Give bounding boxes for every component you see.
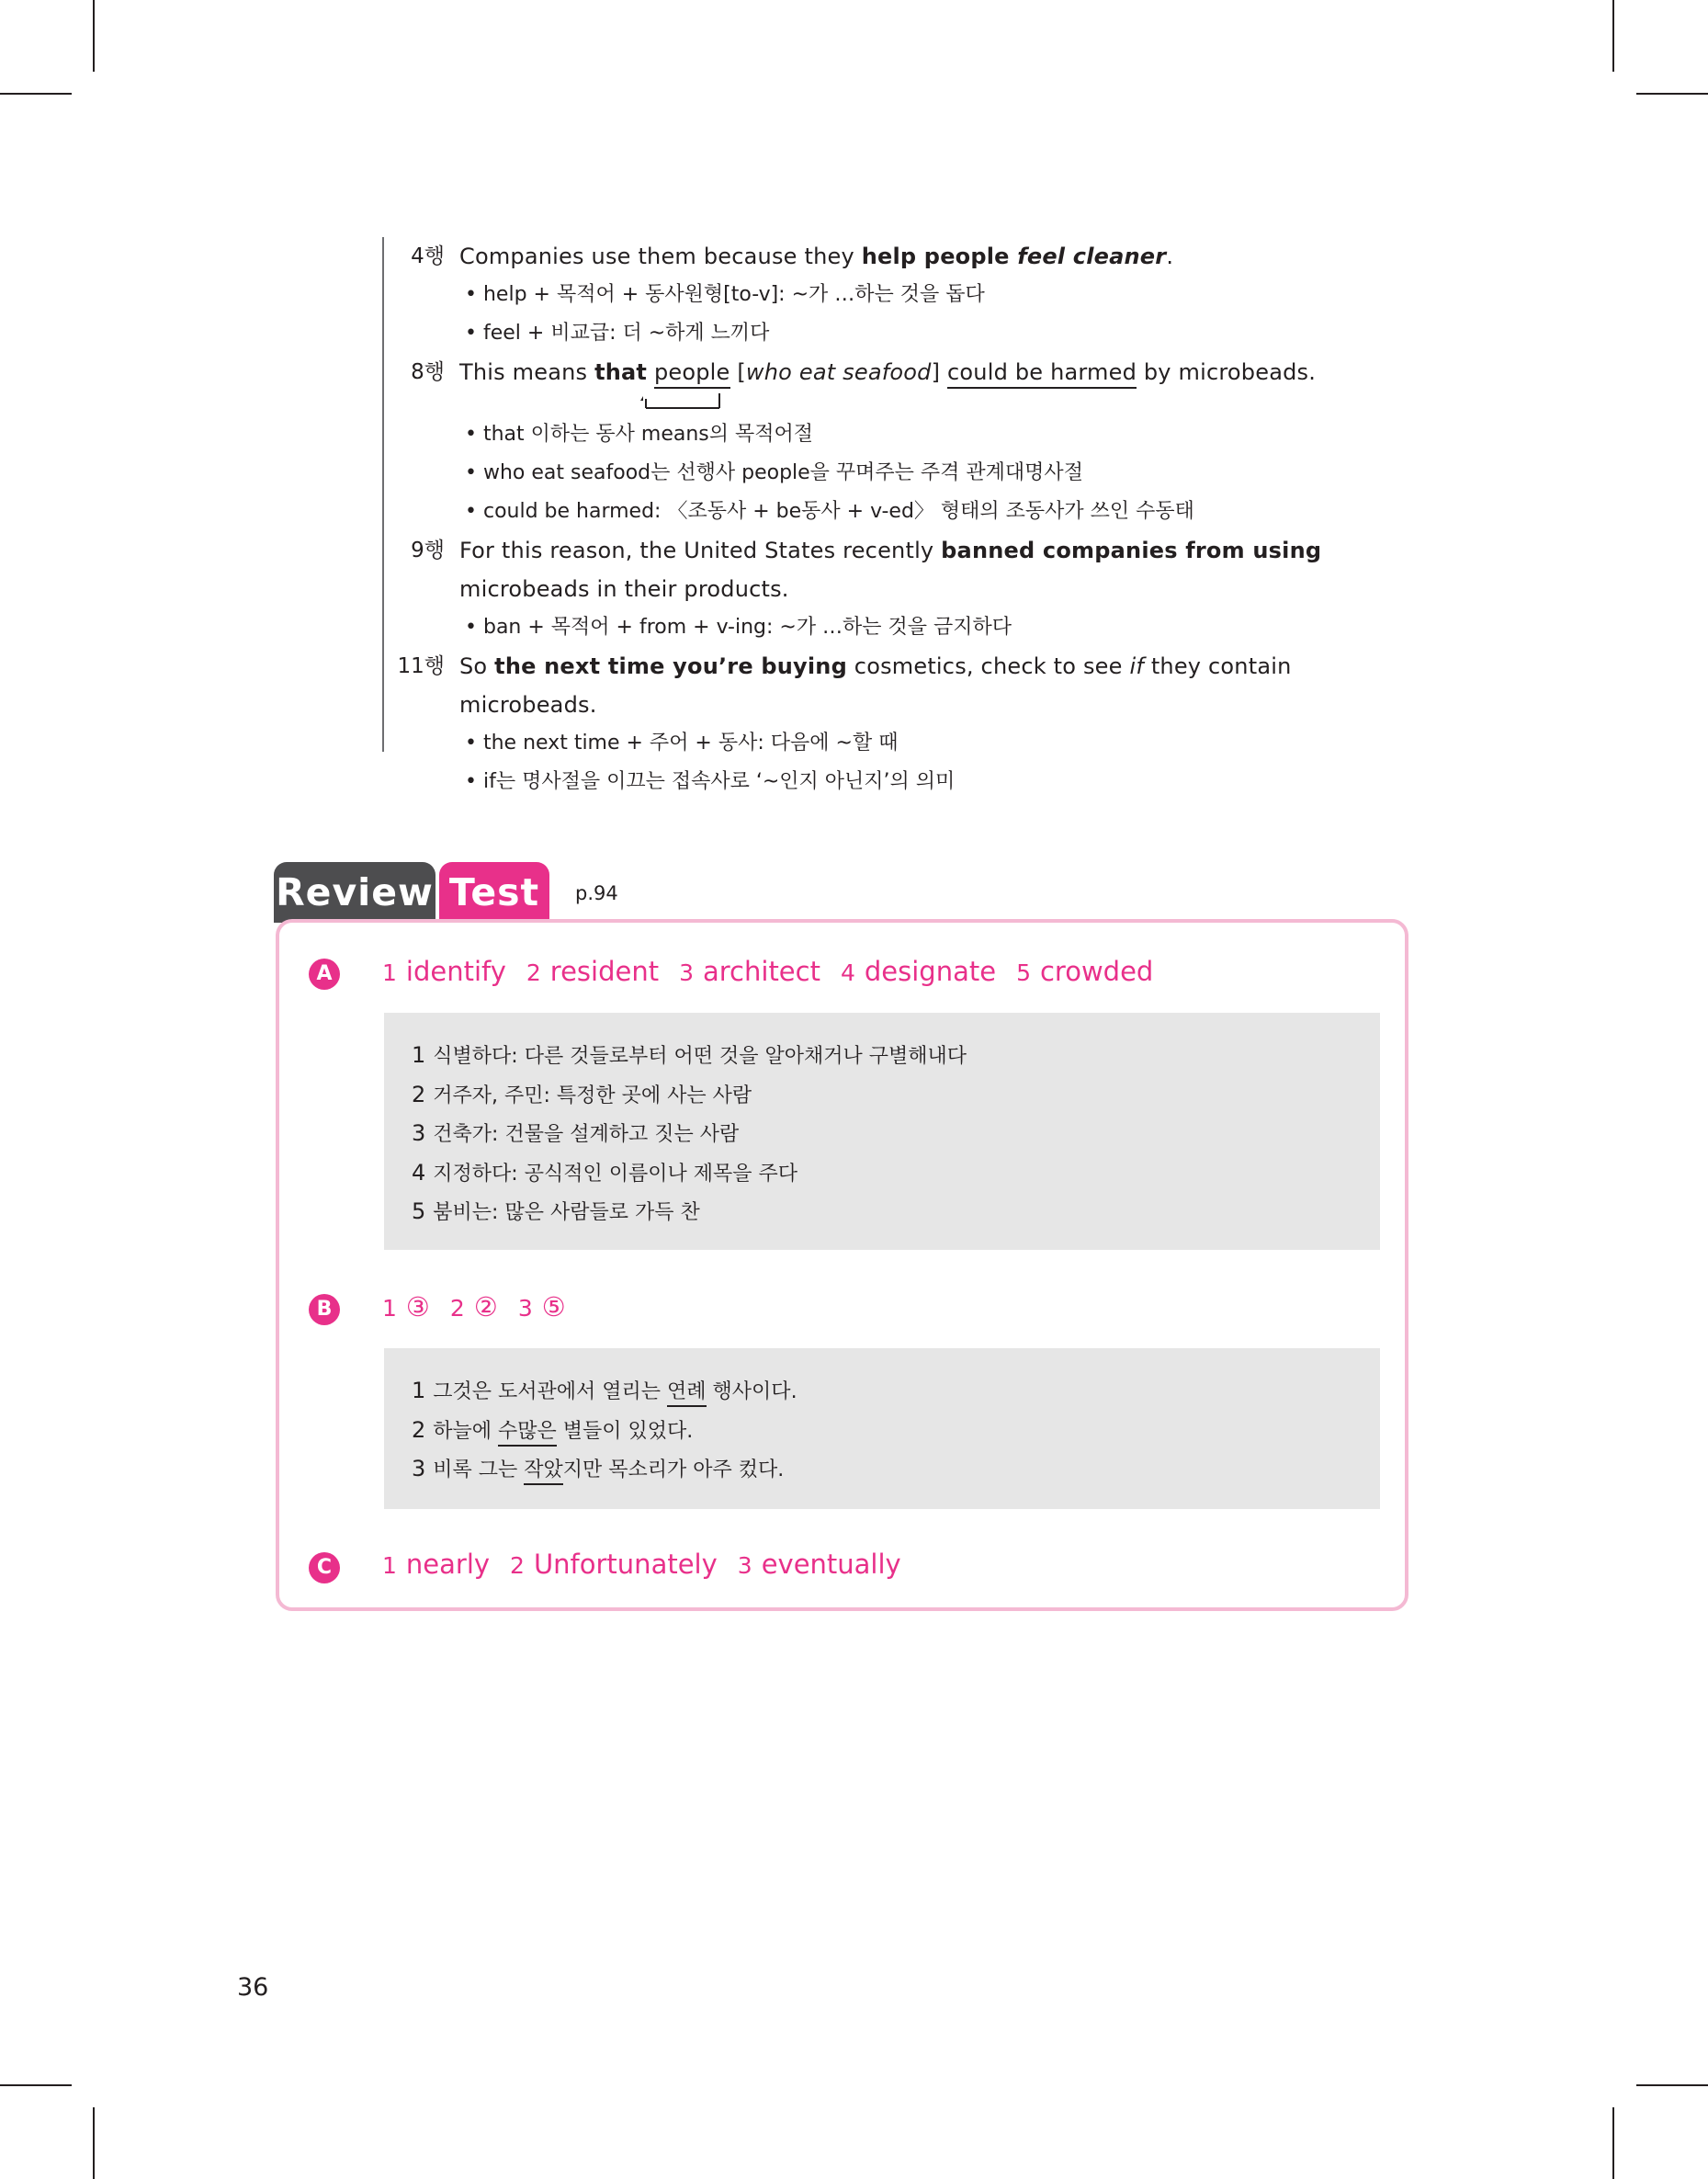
explanation-row: [412, 1154, 1380, 1194]
grammar-bullet: • if는 명사절을 이끄는 접속사로 ‘~인지 아닌지’의 의미: [459, 763, 1422, 801]
answer-number: 1: [382, 959, 397, 986]
answer-text: nearly: [405, 1549, 491, 1580]
example-sentence: [459, 531, 1415, 608]
sentence-segment: So: [459, 653, 495, 679]
test-tab: Test: [439, 862, 549, 923]
explanation-number: 2: [412, 1081, 426, 1107]
review-tab: Review: [274, 862, 435, 923]
explanation-text: 행사이다.: [706, 1380, 797, 1403]
grammar-bullet: • ban + 목적어 + from + v-ing: ~가 …하는 것을 금지하다: [459, 608, 1422, 647]
line-number: 11행: [397, 654, 445, 678]
answer-item: [841, 956, 996, 987]
explanation-text: 지만 목소리가 아주 컸다.: [562, 1458, 785, 1481]
grammar-bullet: • help + 목적어 + 동사원형[to-v]: ~가 …하는 것을 돕다: [459, 276, 1422, 314]
answer-number: 2: [526, 959, 541, 986]
answer-item: [738, 1549, 901, 1580]
answer-text: identify: [405, 956, 506, 987]
note-entry: [384, 353, 1422, 531]
example-sentence: [459, 353, 1422, 392]
section-b-explanations: [384, 1348, 1380, 1509]
explanation-row: [412, 1372, 1380, 1412]
explanation-number: 5: [412, 1198, 426, 1224]
answer-item: [510, 1549, 718, 1580]
explanation-text: 건축가: 건물을 설계하고 짓는 사람: [433, 1123, 740, 1146]
sentence-segment: who eat seafood: [745, 359, 932, 385]
answer-number: 3: [679, 959, 694, 986]
explanation-text: 연례: [667, 1380, 707, 1407]
example-sentence: [459, 647, 1422, 724]
page-reference: p.94: [575, 882, 618, 904]
section-a-badge: A: [309, 959, 340, 990]
answer-number: 1: [382, 1552, 397, 1579]
answer-text: resident: [549, 956, 660, 987]
answer-text: designate: [864, 956, 997, 987]
sentence-segment: Companies use them because they: [459, 244, 862, 269]
review-test-box: [276, 919, 1408, 1611]
sentence-segment: cosmetics, check to see: [846, 653, 1130, 679]
answer-item: [679, 956, 820, 987]
crop-mark: [93, 0, 95, 72]
explanation-text: 지정하다: 공식적인 이름이나 제목을 주다: [433, 1162, 797, 1186]
explanation-number: 1: [412, 1042, 426, 1068]
sentence-segment: For this reason, the United States recently: [459, 538, 942, 563]
explanation-text: 식별하다: 다른 것들로부터 어떤 것을 알아채거나 구별해내다: [433, 1045, 967, 1068]
sentence-segment: help people: [861, 244, 1018, 269]
sentence-segment: they contain microbeads.: [459, 653, 1292, 718]
explanation-text: 별들이 있었다.: [556, 1419, 694, 1443]
grammar-bullet: • who eat seafood는 선행사 people을 꾸며주는 주격 관계대명사절: [459, 454, 1422, 493]
explanation-text: 붐비는: 많은 사람들로 가득 찬: [433, 1201, 700, 1224]
line-number: 4행: [411, 244, 445, 268]
grammar-bullet: • could be harmed: 〈조동사 + be동사 + v-ed〉 형태의 조동사가 쓰인 수동태: [459, 493, 1422, 531]
sentence-segment: microbeads in their products.: [459, 576, 789, 602]
answer-text: ②: [473, 1291, 498, 1322]
section-c-answers: [382, 1549, 922, 1580]
sentence-segment: that: [594, 359, 648, 385]
crop-mark: [1612, 0, 1614, 72]
explanation-text: 비록 그는: [433, 1458, 525, 1481]
explanation-text: 작았: [524, 1458, 563, 1485]
crop-mark: [0, 2084, 72, 2086]
section-c-badge: C: [309, 1552, 340, 1583]
sentence-segment: banned companies from using: [941, 538, 1322, 563]
sentence-segment: feel cleaner: [1017, 244, 1167, 269]
answer-text: Unfortunately: [533, 1549, 718, 1580]
answer-text: crowded: [1039, 956, 1154, 987]
answer-number: 2: [510, 1552, 525, 1579]
sentence-segment: ]: [931, 359, 948, 385]
sentence-segment: by microbeads.: [1137, 359, 1317, 385]
answer-number: 5: [1016, 959, 1031, 986]
answer-item: [526, 956, 659, 987]
answer-text: architect: [703, 956, 820, 987]
answer-item: [382, 1549, 490, 1580]
page-number: 36: [237, 1973, 269, 2002]
sentence-segment: [: [730, 359, 746, 385]
answer-text: ⑤: [541, 1291, 566, 1322]
example-sentence: [459, 237, 1422, 276]
explanation-row: [412, 1115, 1380, 1154]
sentence-segment: if: [1129, 653, 1144, 679]
explanation-text: 수많은: [498, 1420, 557, 1447]
explanation-number: 1: [412, 1378, 426, 1403]
crop-mark: [0, 93, 72, 95]
sentence-segment: people: [654, 359, 730, 389]
line-number: 8행: [411, 360, 445, 384]
explanation-row: [412, 1450, 1380, 1490]
explanation-number: 4: [412, 1159, 426, 1186]
modifier-arrow: [459, 392, 1422, 415]
answer-item: [450, 1291, 498, 1322]
explanation-row: [412, 1412, 1380, 1451]
section-b-answers: [382, 1291, 586, 1322]
grammar-bullet: • feel + 비교급: 더 ~하게 느끼다: [459, 314, 1422, 353]
grammar-notes: [382, 237, 1422, 793]
answer-number: 2: [449, 1295, 465, 1322]
answer-number: 1: [382, 1295, 397, 1322]
crop-mark: [1612, 2107, 1614, 2179]
sentence-segment: [647, 359, 654, 385]
answer-text: eventually: [761, 1549, 901, 1580]
crop-mark: [1636, 2084, 1708, 2086]
section-b-badge: B: [309, 1294, 340, 1325]
section-a-answers: [382, 956, 1173, 987]
section-a-explanations: [384, 1013, 1380, 1250]
explanation-text: 거주자, 주민: 특정한 곳에 사는 사람: [433, 1084, 752, 1107]
explanation-row: [412, 1037, 1380, 1076]
bracket-line: [459, 392, 827, 415]
answer-item: [1016, 956, 1153, 987]
answer-number: 3: [517, 1295, 533, 1322]
explanation-row: [412, 1193, 1380, 1232]
answer-text: ③: [405, 1291, 430, 1322]
answer-number: 4: [840, 959, 855, 986]
sentence-segment: could be harmed: [947, 359, 1137, 389]
answer-item: [382, 1291, 430, 1322]
explanation-text: 그것은 도서관에서 열리는: [433, 1380, 668, 1403]
answer-item: [518, 1291, 566, 1322]
explanation-number: 3: [412, 1120, 426, 1146]
explanation-row: [412, 1076, 1380, 1116]
answer-number: 3: [737, 1552, 752, 1579]
explanation-text: 하늘에: [433, 1419, 499, 1443]
crop-mark: [93, 2107, 95, 2179]
sentence-segment: This means: [459, 359, 595, 385]
sentence-segment: the next time you’re buying: [494, 653, 847, 679]
note-entry: [384, 237, 1422, 353]
note-entry: [384, 531, 1422, 647]
line-number: 9행: [411, 539, 445, 562]
answer-item: [382, 956, 506, 987]
grammar-bullet: • the next time + 주어 + 동사: 다음에 ~할 때: [459, 724, 1422, 763]
grammar-bullet: • that 이하는 동사 means의 목적어절: [459, 415, 1422, 454]
crop-mark: [1636, 93, 1708, 95]
explanation-number: 2: [412, 1416, 426, 1443]
note-entry: [384, 647, 1422, 801]
sentence-segment: .: [1166, 244, 1174, 269]
explanation-number: 3: [412, 1456, 426, 1481]
